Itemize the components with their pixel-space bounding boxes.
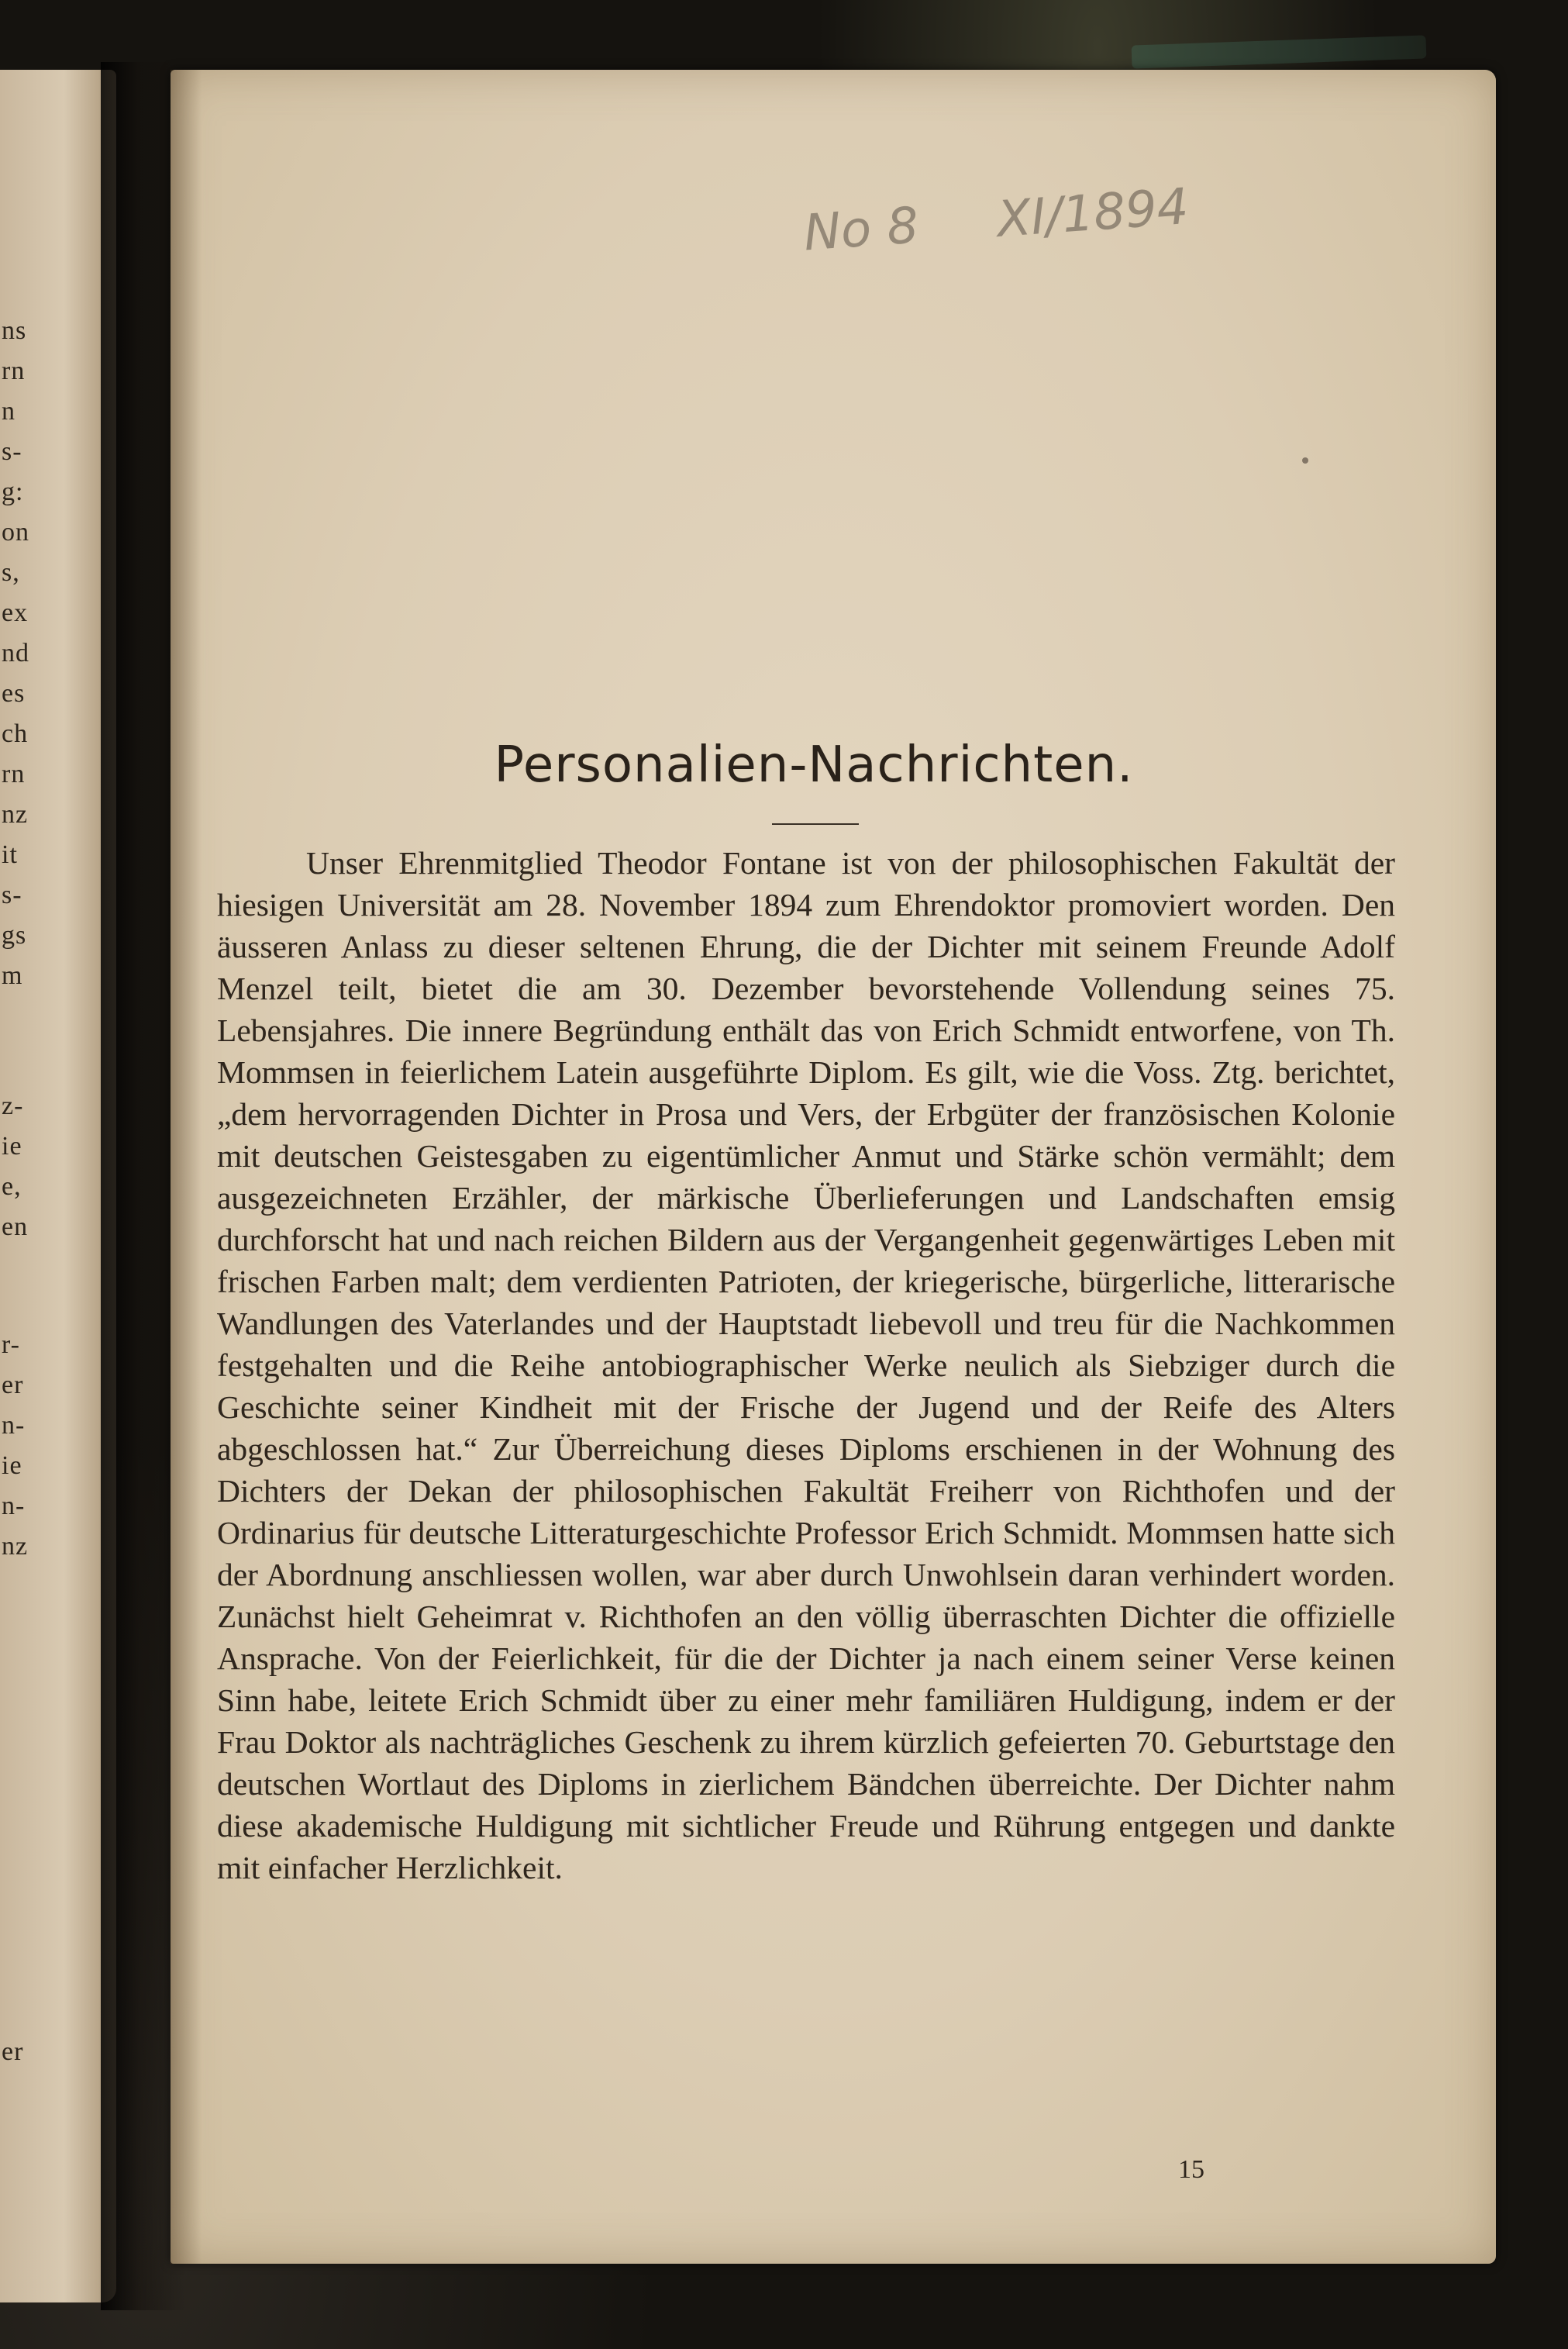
handwritten-number: No 8	[801, 197, 921, 263]
title-divider	[772, 823, 859, 825]
prev-page-fragment: ex	[2, 598, 29, 627]
prev-page-fragment: er	[2, 2037, 24, 2066]
prev-page-fragment: s,	[2, 558, 20, 587]
prev-page-fragment: gs	[2, 921, 27, 950]
prev-page-fragment: nz	[2, 1532, 29, 1561]
prev-page-fragment: e,	[2, 1172, 22, 1201]
prev-page-fragment: en	[2, 1212, 29, 1241]
paper-speck	[1302, 457, 1308, 464]
prev-page-fragment: g:	[2, 478, 24, 506]
prev-page-fragment: m	[2, 961, 23, 990]
prev-page-fragment: ns	[2, 316, 27, 345]
article-title: Personalien-Nachrichten.	[494, 736, 1134, 794]
prev-page-fragment: n	[2, 397, 16, 426]
prev-page-fragment: z-	[2, 1092, 24, 1120]
article-body: Unser Ehrenmitglied Theodor Fontane ist von der philosophischen Fakultät der hiesigen Universität am 28. November 1894 zum Ehrendoktor promoviert worden. Den äusseren Anlass zu dieser seltenen Ehrung, die der Dichter mit seinem Freunde Adolf Menzel teilt, bietet die am 30. Dezember bevorstehende Vollendung seines 75. Lebensjahres. Die innere Begründung enthält das von Erich Schmidt entworfene, von Th. Mommsen in feierlichem Latein ausgeführte Diplom. Es gilt, wie die Voss. Ztg. berichtet, „dem hervorragenden Dichter in Prosa und Vers, der Erbgüter der französischen Kolonie mit deutschen Geistesgaben zu eigentümlicher Anmut und Stärke schön vermählt; dem ausgezeichneten Erzähler, der märkische Überlieferungen und Landschaften emsig durchforscht hat und nach reichen Bildern aus der Vergangenheit gegenwärtiges Leben mit frischen Farben malt; dem verdienten Patrioten, der kriegerische, bürgerliche, litterarische Wandlungen des Vaterlandes und der Hauptstadt liebevoll und treu für die Nachkommen festgehalten und die Reihe antobiographischer Werke neulich als Siebziger durch die Geschichte seiner Kindheit mit der Frische der Jugend und der Reife des Alters abgeschlossen hat.“ Zur Überreichung dieses Diploms erschienen in der Wohnung des Dichters der Dekan der philosophischen Fakultät Freiherr von Richthofen und der Ordinarius für deutsche Litteraturgeschichte Professor Erich Schmidt. Mommsen hatte sich der Abordnung anschliessen wollen, war aber durch Unwohlsein daran verhindert worden. Zunächst hielt Geheimrat v. Richthofen an den völlig überraschten Dichter die offizielle Ansprache. Von der Feierlichkeit, für die der Dichter ja nach einem seiner Verse keinen Sinn habe, leitete Erich Schmidt über zu einer mehr familiären Huldigung, indem er der Frau Doktor als nachträgliches Geschenk zu ihrem kürzlich gefeierten 70. Geburtstage den deutschen Wortlaut des Diploms in zierlichem Bändchen überreichte. Der Dichter nahm diese akademische Huldigung mit sichtlicher Freude und Rührung entgegen und dankte mit einfacher Herzlichkeit.	[217, 845, 1395, 1885]
prev-page-fragment: er	[2, 1371, 24, 1399]
page-number: 15	[1178, 2155, 1204, 2184]
previous-page-edge	[0, 70, 116, 2302]
prev-page-fragment: rn	[2, 760, 26, 788]
prev-page-fragment: ie	[2, 1132, 22, 1161]
page-edge-shadow	[171, 70, 202, 2264]
article	[217, 736, 1395, 1889]
prev-page-fragment: it	[2, 840, 18, 869]
document-page	[171, 70, 1496, 2264]
prev-page-fragment: s-	[2, 437, 22, 466]
handwritten-archive-note	[802, 167, 1353, 344]
prev-page-fragment: ch	[2, 719, 29, 748]
handwritten-date: XI/1894	[994, 178, 1191, 250]
prev-page-fragment: n-	[2, 1492, 26, 1520]
prev-page-fragment: s-	[2, 881, 22, 909]
prev-page-fragment: nz	[2, 800, 29, 829]
prev-page-fragment: rn	[2, 357, 26, 385]
prev-page-fragment: r-	[2, 1330, 20, 1359]
prev-page-fragment: ie	[2, 1451, 22, 1480]
prev-page-fragment: nd	[2, 639, 29, 667]
prev-page-fragment: on	[2, 518, 29, 547]
prev-page-fragment: n-	[2, 1411, 26, 1440]
prev-page-fragment: es	[2, 679, 26, 708]
